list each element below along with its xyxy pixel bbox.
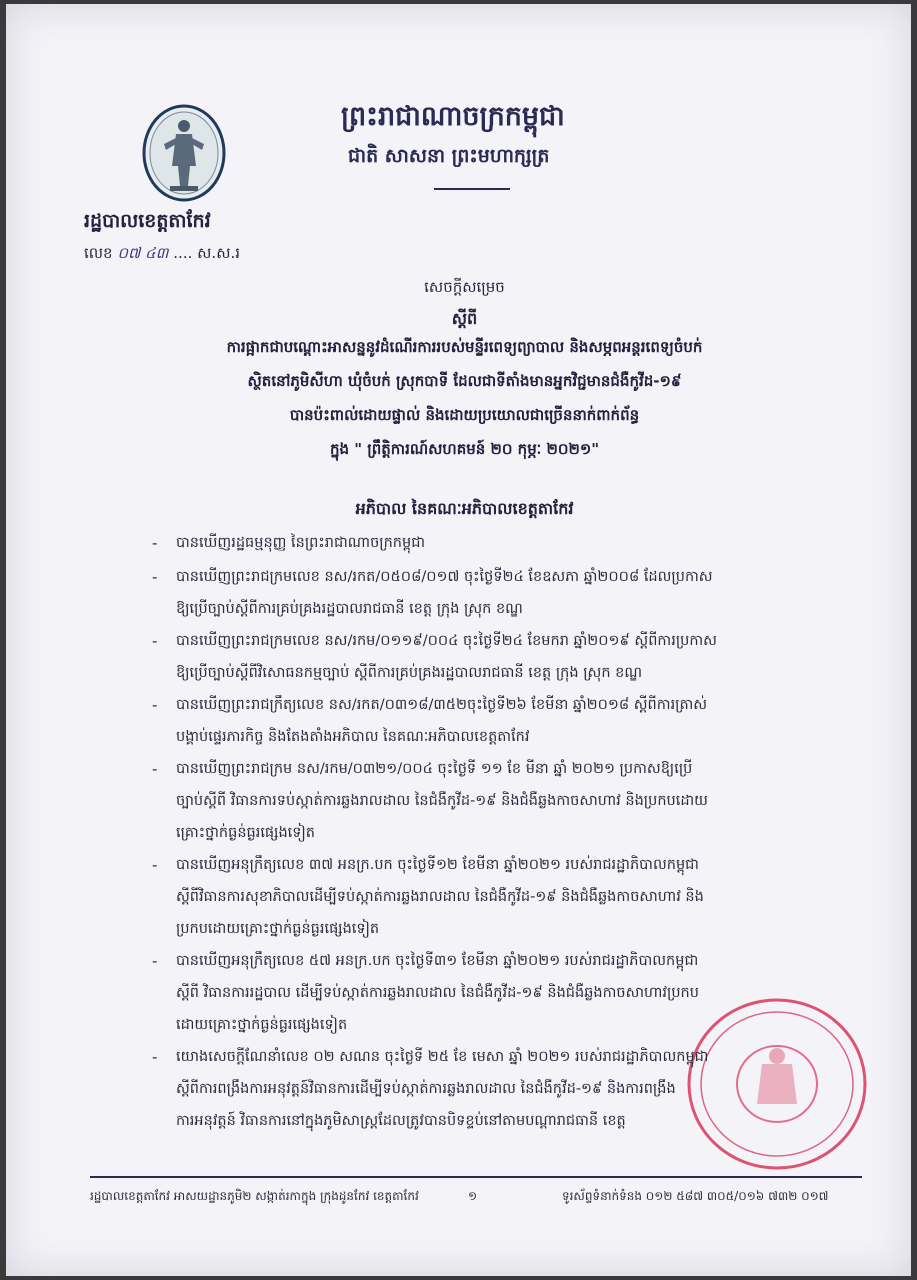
list-item-text: បានឃើញព្រះរាជក្រម នស/រកម/០៣២១/០០៤ ចុះថ្ងៃទី ១១ ខែ មីនា ឆ្នាំ ២០២១ ប្រកាសឱ្យប្រើ: [176, 761, 693, 777]
bullet-dash: -: [152, 856, 158, 874]
list-item-text: ស្ដីពីវិធានការសុខាភិបាលដើម្បីទប់ស្កាត់ការឆ្លងរាលដាល នៃជំងឺកូវីដ-១៩ និងជំងឺឆ្លងកាចសាហាវ និង: [176, 889, 704, 905]
subject-line: ស្ថិតនៅភូមិសីហា ឃុំចំបក់ ស្រុកបាទី ដែលជាទីតាំងមានអ្នកវិជ្ជមានជំងឺកូវីដ-១៩: [247, 372, 682, 390]
list-item-text: ស្ដីពីការពង្រឹងការអនុវត្តន៍វិធានការដើម្បីទប់ស្កាត់ការឆ្លងរាលដាល នៃជំងឺកូវីដ-១៩ និងការពង្រឹង: [176, 1081, 676, 1097]
bullet-dash: -: [152, 760, 158, 778]
kingdom-heading: ព្រះរាជាណាចក្រកម្ពុជា: [341, 101, 565, 132]
list-item-text: បានឃើញព្រះរាជក្រមលេខ នស/រកត/០៥០៨/០១៧ ចុះថ្ងៃទី២៤ ខែឧសភា ឆ្នាំ២០០៨ ដែលប្រកាស: [176, 569, 713, 585]
motto-divider: [434, 188, 510, 190]
list-item-text: ប្រកបដោយគ្រោះថ្នាក់ធ្ងន់ធ្ងរផ្សេងទៀត: [176, 921, 380, 937]
list-item-text: បានឃើញព្រះរាជក្រមលេខ នស/រកម/០១១៩/០០៤ ចុះថ្ងៃទី២៤ ខែមករា ឆ្នាំ២០១៩ ស្ដីពីការប្រកាស: [176, 633, 717, 649]
list-item-text: គ្រោះថ្នាក់ធ្ងន់ធ្ងរផ្សេងទៀត: [176, 825, 315, 841]
subject-line: ការផ្អាកជាបណ្ដោះអាសន្ននូវដំណើរការរបស់មន្ទីរពេទ្យព្យាបាល និងសម្ភពអន្ដរពេទ្យចំបក់: [226, 338, 703, 356]
list-item-text: ច្បាប់ស្ដីពី វិធានការទប់ស្កាត់ការឆ្លងរាលដាល នៃជំងឺកូវីដ-១៩ និងជំងឺឆ្លងកាចសាហាវ និងប្រកបដោយ: [176, 793, 708, 809]
footer-divider: [90, 1176, 862, 1178]
reference-suffix: ស.ស.រ: [197, 244, 241, 262]
national-motto: ជាតិ សាសនា ព្រះមហាក្សត្រ: [348, 145, 550, 167]
footer-address: រដ្ឋបាលខេត្តតាកែវ អាសយដ្ឋានភូមិ២ សង្កាត់រកាក្នុង ក្រុងដូនកែវ ខេត្តតាកែវ: [90, 1189, 419, 1203]
issuing-administration: រដ្ឋបាលខេត្តតាកែវ: [84, 210, 211, 232]
decision-about: ស្ដីពី: [451, 309, 478, 328]
bullet-dash: -: [152, 632, 158, 650]
bullet-dash: -: [152, 952, 158, 970]
list-item-text: ការអនុវត្តន៍ វិធានការនៅក្នុងភូមិសាស្ត្រដែលត្រូវបានបិទខ្ទប់នៅតាមបណ្ដារាជធានី ខេត្ត: [176, 1113, 626, 1129]
footer-page-number: ១: [468, 1189, 478, 1203]
bullet-dash: -: [152, 568, 158, 586]
list-item-text: បានឃើញអនុក្រឹត្យលេខ ៣៧ អនក្រ.បក ចុះថ្ងៃទី១២ ខែមីនា ឆ្នាំ២០២១ របស់រាជរដ្ឋាភិបាលកម្ពុជា: [176, 857, 699, 873]
reference-number: [84, 244, 240, 266]
list-item-text: បានឃើញព្រះរាជក្រឹត្យលេខ នស/រកត/០៣១៨/៣៥២ចុះថ្ងៃទី២៦ ខែមីនា ឆ្នាំ២០១៨ ស្ដីពីការត្រាស់: [176, 697, 708, 713]
provincial-emblem-icon: [142, 104, 226, 202]
list-item-text: បង្គាប់ផ្ទេរភារកិច្ច និងតែងតាំងអភិបាល នៃគណៈអភិបាលខេត្តតាកែវ: [176, 729, 530, 745]
footer-phone: ទូរស័ព្ទទំនាក់ទំនង ០១២ ៥៨៧ ៣០៥/០១៦ ៧៣២ ០១៧: [562, 1189, 829, 1203]
list-item-text: យោងសេចក្ដីណែនាំលេខ ០២ សណន ចុះថ្ងៃទី ២៥ ខែ មេសា ឆ្នាំ ២០២១ របស់រាជរដ្ឋាភិបាលកម្ពុជា: [176, 1049, 709, 1065]
list-item-text: ឱ្យប្រើច្បាប់ស្ដីពីការគ្រប់គ្រងរដ្ឋបាលរាជធានី ខេត្ត ក្រុង ស្រុក ខណ្ឌ: [176, 601, 523, 617]
bullet-dash: -: [152, 534, 158, 552]
subject-line: បានប៉ះពាល់ដោយផ្ទាល់ និងដោយប្រយោលជាច្រើននាក់ពាក់ព័ន្ធ: [289, 406, 640, 424]
red-seal-stamp-icon: [682, 994, 872, 1174]
list-item-text: បានឃើញអនុក្រឹត្យលេខ ៥៧ អនក្រ.បក ចុះថ្ងៃទី៣១ ខែមីនា ឆ្នាំ២០២១ របស់រាជរដ្ឋាភិបាលកម្ពុជា: [176, 953, 699, 969]
document-page: [6, 4, 911, 1276]
bullet-dash: -: [152, 1048, 158, 1066]
reference-handwritten: ០៧ ៤៣: [117, 244, 169, 262]
list-item-text: ឱ្យប្រើច្បាប់ស្ដីពីវិសោធនកម្មច្បាប់ ស្ដីពីការគ្រប់គ្រងរដ្ឋបាលរាជធានី ខេត្ត ក្រុង ស្រុក ខណ្ឌ: [176, 665, 643, 681]
issuer-heading: អភិបាល នៃគណៈអភិបាលខេត្តតាកែវ: [355, 499, 574, 518]
decision-title: សេចក្ដីសម្រេច: [424, 278, 505, 296]
reference-label: លេខ: [84, 244, 113, 262]
subject-line: ក្នុង " ព្រឹត្តិការណ៍សហគមន៍ ២០ កុម្ភៈ ២០២១": [329, 440, 600, 458]
list-item-text: ស្ដីពី វិធានការរដ្ឋបាល ដើម្បីទប់ស្កាត់ការឆ្លងរាលដាល នៃជំងឺកូវីដ-១៩ និងជំងឺឆ្លងកាចសាហាវប្រកប: [176, 985, 699, 1001]
list-item-text: ដោយគ្រោះថ្នាក់ធ្ងន់ធ្ងរផ្សេងទៀត: [176, 1017, 348, 1033]
bullet-dash: -: [152, 696, 158, 714]
reference-dots: ....: [173, 244, 193, 262]
list-item-text: បានឃើញរដ្ឋធម្មនុញ្ញ នៃព្រះរាជាណាចក្រកម្ពុជា: [176, 535, 426, 551]
